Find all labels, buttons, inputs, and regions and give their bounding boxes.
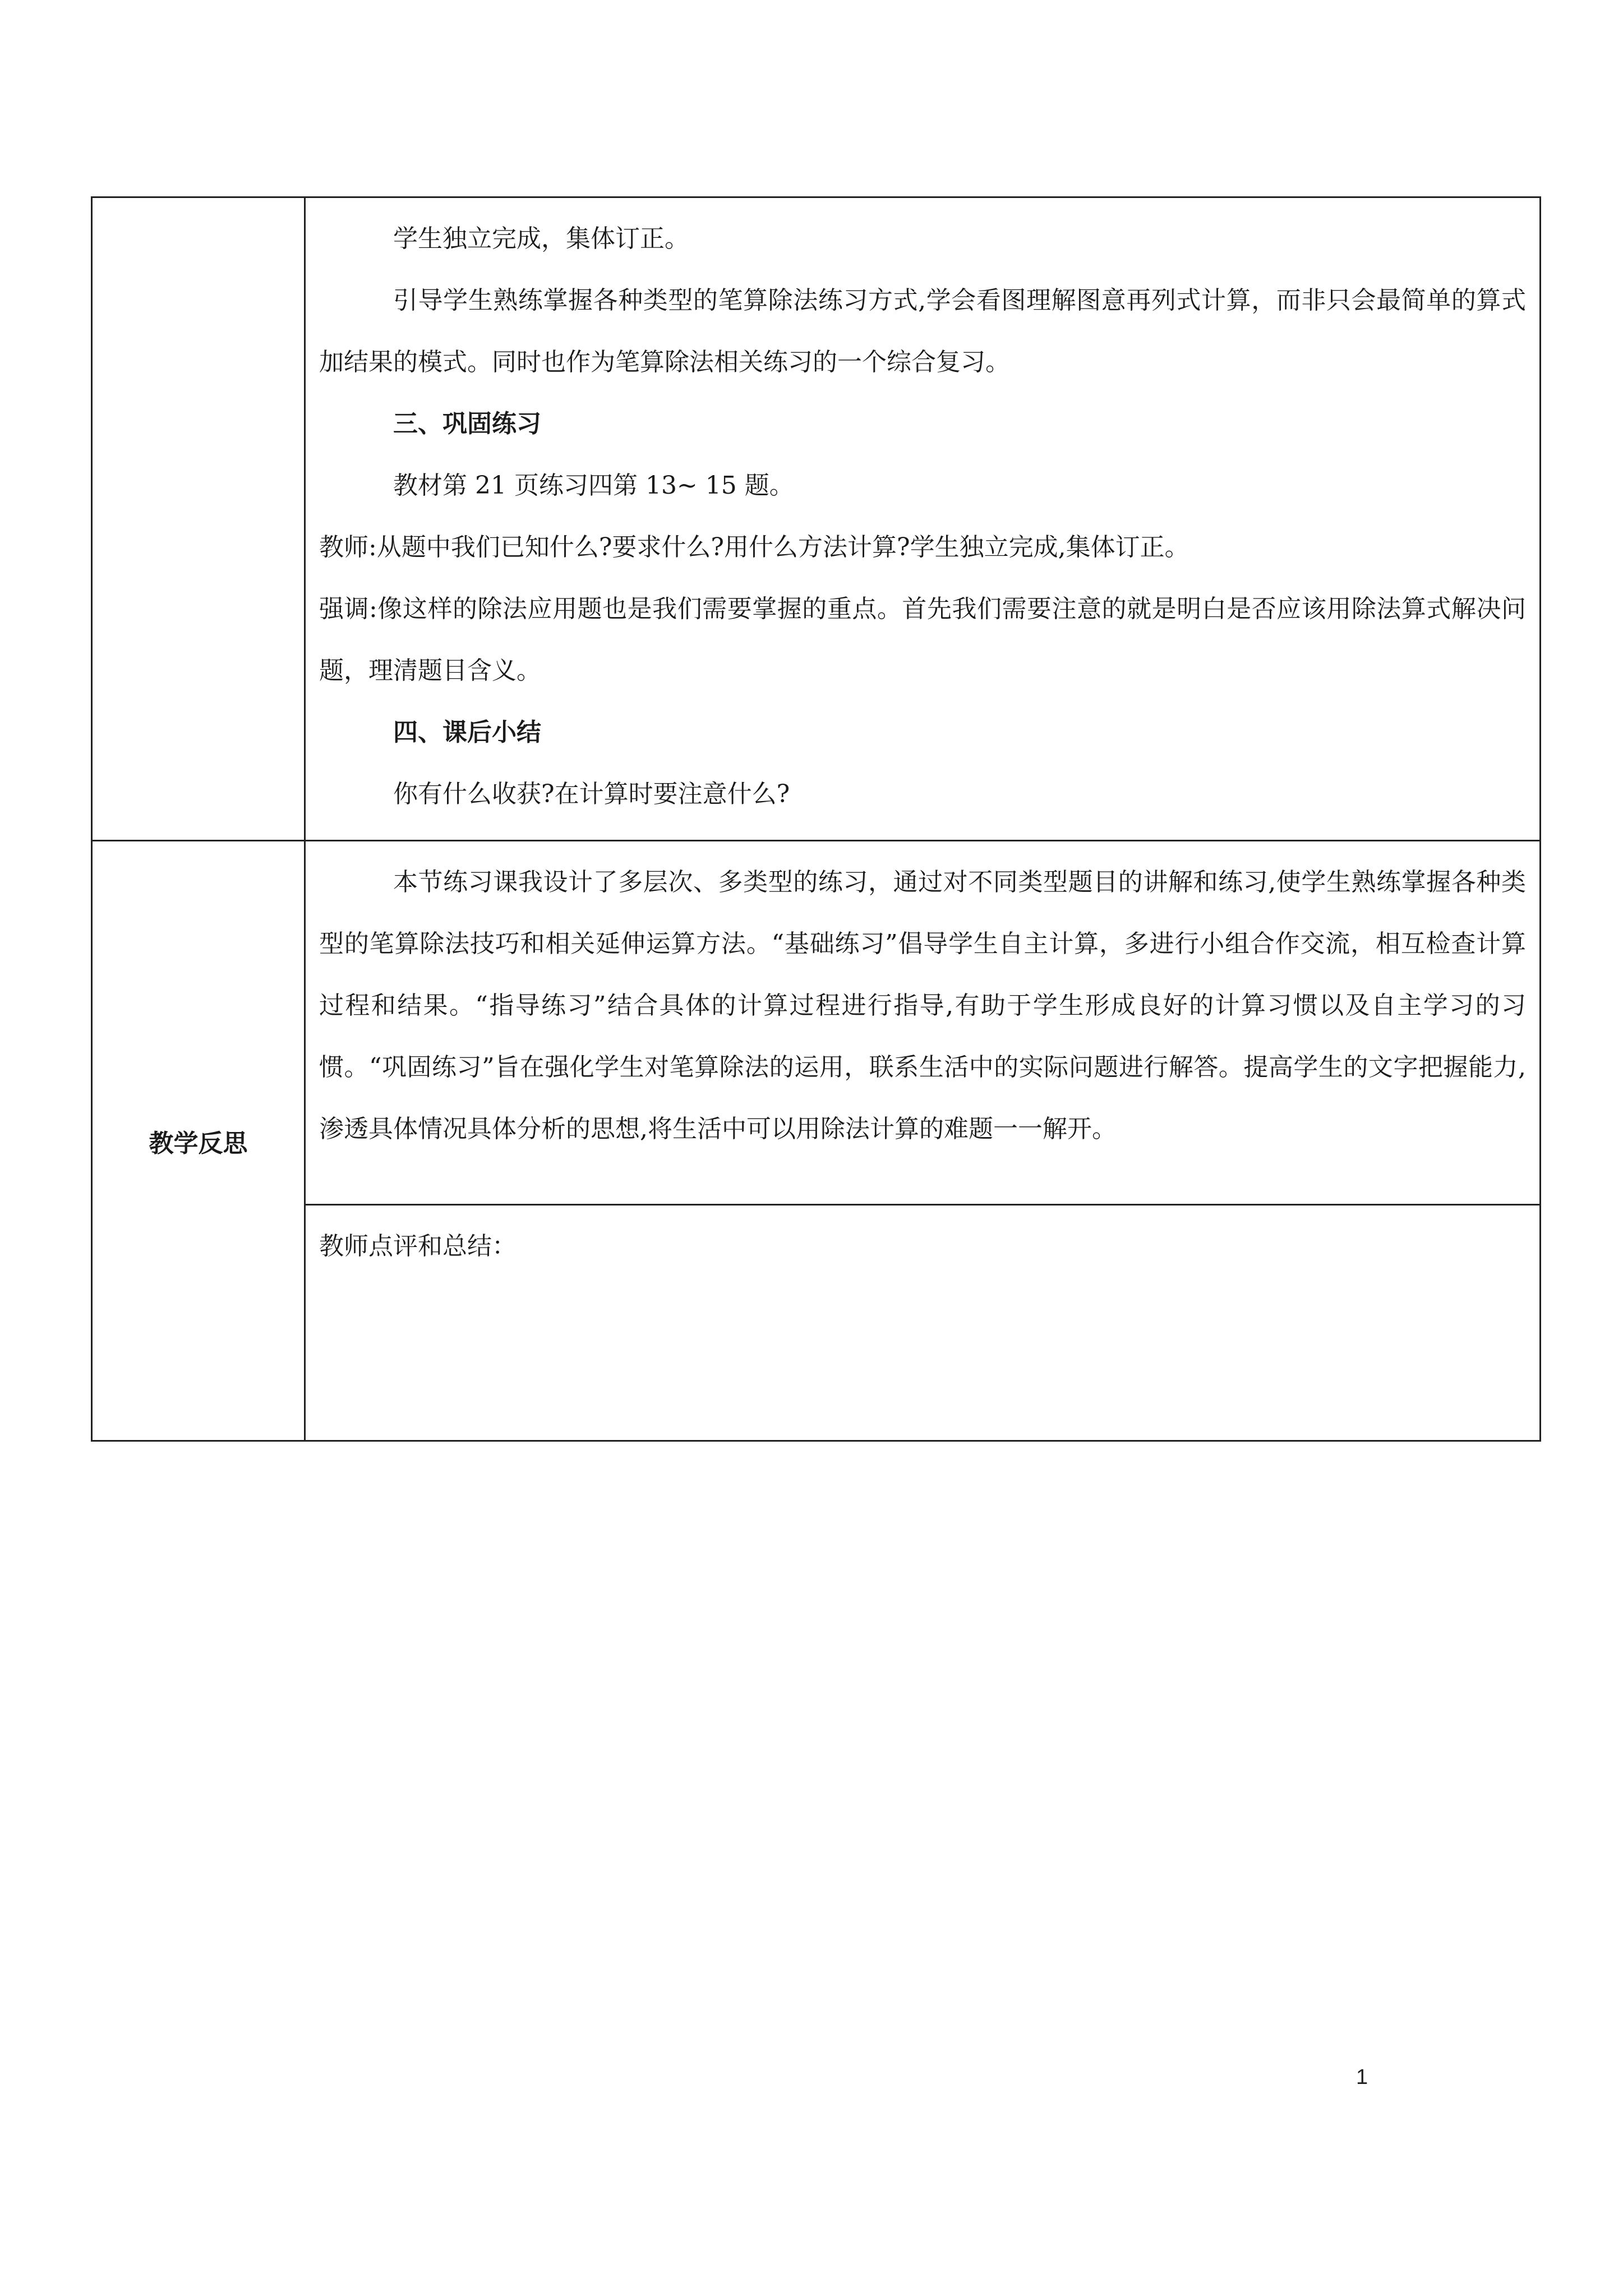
reflection-content-cell xyxy=(305,841,1541,1205)
paragraph-guidance: 引导学生熟练掌握各种类型的笔算除法练习方式,学会看图理解图意再列式计算，而非只会最简单的算式加结果的模式。同时也作为笔算除法相关练习的一个综合复习。 xyxy=(319,286,1526,376)
line-independent-work: 学生独立完成，集体订正。 xyxy=(393,224,689,253)
line-teacher-question: 教师:从题中我们已知什么?要求什么?用什么方法计算?学生独立完成,集体订正。 xyxy=(319,533,1189,562)
line-textbook-exercise: 教材第 21 页练习四第 13~ 15 题。 xyxy=(393,471,794,500)
lesson-content-cell xyxy=(305,197,1541,841)
teacher-comment-label: 教师点评和总结： xyxy=(319,1232,517,1260)
section-heading-summary: 四、课后小结 xyxy=(393,718,541,747)
section-heading-consolidation: 三、巩固练习 xyxy=(393,409,541,438)
lesson-plan-table xyxy=(91,196,1541,1442)
line-summary-question: 你有什么收获?在计算时要注意什么? xyxy=(393,780,790,808)
page-number: 1 xyxy=(1356,2065,1368,2089)
comment-cell xyxy=(305,1205,1541,1441)
lesson-process-row xyxy=(92,197,1541,841)
comment-row xyxy=(92,1205,1541,1441)
empty-label-cell xyxy=(92,197,305,841)
reflection-label: 教学反思 xyxy=(149,1129,248,1158)
reflection-row xyxy=(92,841,1541,1205)
line-emphasis: 强调:像这样的除法应用题也是我们需要掌握的重点。首先我们需要注意的就是明白是否应该用除法算式解决问题，理清题目含义。 xyxy=(319,595,1526,685)
reflection-label-cell xyxy=(92,841,305,1441)
reflection-paragraph: 本节练习课我设计了多层次、多类型的练习，通过对不同类型题目的讲解和练习,使学生熟练掌握各种类型的笔算除法技巧和相关延伸运算方法。“基础练习”倡导学生自主计算，多进行小组合作交流，相互检查计算过程和结果。“指导练习”结合具体的计算过程进行指导,有助于学生形成良好的计算习惯以及自主学习的习惯。“巩固练习”旨在强化学生对笔算除法的运用，联系生活中的实际问题进行解答。提高学生的文字把握能力,渗透具体情况具体分析的思想,将生活中可以用除法计算的难题一一解开。 xyxy=(319,868,1526,1143)
